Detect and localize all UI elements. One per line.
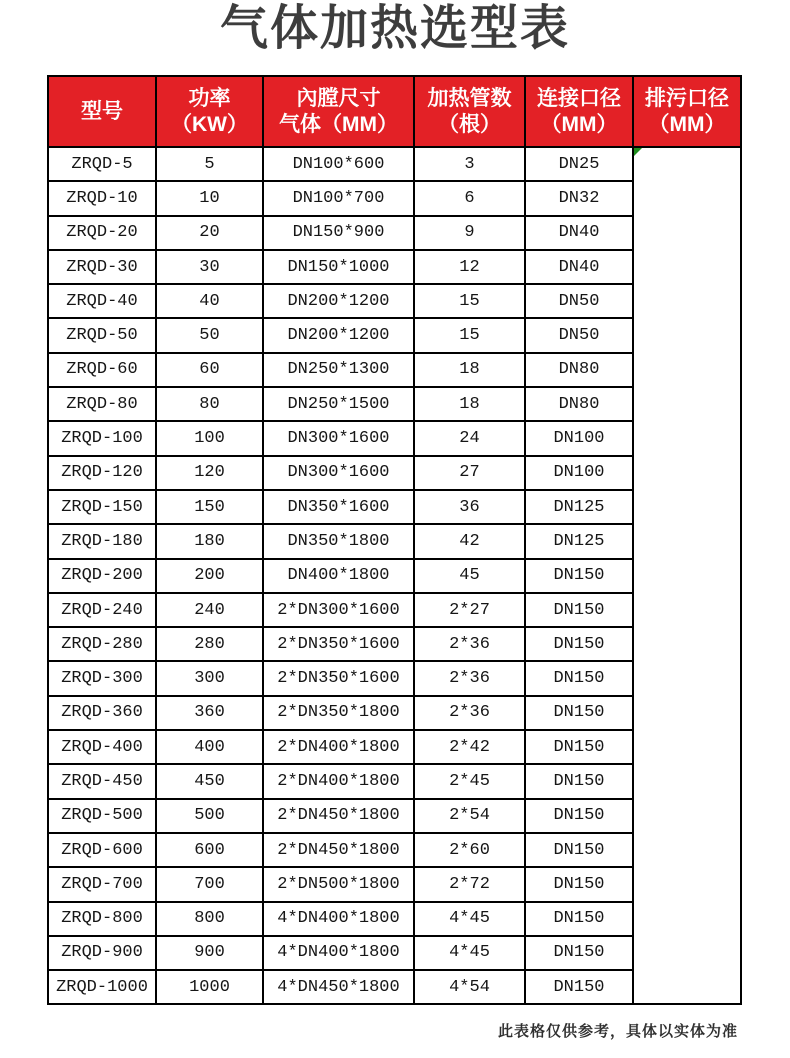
cell-model: ZRQD-180 bbox=[48, 524, 156, 558]
cell-tube-count: 18 bbox=[414, 387, 525, 421]
header-line: （KW） bbox=[171, 112, 248, 136]
col-header-tube-count bbox=[414, 76, 525, 147]
cell-model: ZRQD-240 bbox=[48, 593, 156, 627]
cell-connection-dia: DN150 bbox=[525, 593, 633, 627]
cell-power: 1000 bbox=[156, 970, 263, 1004]
cell-chamber-size: DN250*1500 bbox=[263, 387, 414, 421]
cell-chamber-size: DN300*1600 bbox=[263, 421, 414, 455]
cell-connection-dia: DN80 bbox=[525, 353, 633, 387]
cell-chamber-size: DN100*700 bbox=[263, 181, 414, 215]
table-row bbox=[48, 147, 741, 181]
cell-power: 120 bbox=[156, 456, 263, 490]
cell-power: 600 bbox=[156, 833, 263, 867]
cell-connection-dia: DN150 bbox=[525, 867, 633, 901]
cell-model: ZRQD-700 bbox=[48, 867, 156, 901]
cell-tube-count: 45 bbox=[414, 559, 525, 593]
cell-tube-count: 6 bbox=[414, 181, 525, 215]
cell-model: ZRQD-500 bbox=[48, 799, 156, 833]
cell-power: 400 bbox=[156, 730, 263, 764]
cell-model: ZRQD-800 bbox=[48, 902, 156, 936]
cell-model: ZRQD-600 bbox=[48, 833, 156, 867]
cell-power: 20 bbox=[156, 216, 263, 250]
spec-table bbox=[47, 75, 742, 1005]
cell-chamber-size: 4*DN450*1800 bbox=[263, 970, 414, 1004]
cell-tube-count: 18 bbox=[414, 353, 525, 387]
cell-model: ZRQD-120 bbox=[48, 456, 156, 490]
table-body bbox=[48, 147, 741, 1004]
cell-tube-count: 2*60 bbox=[414, 833, 525, 867]
cell-model: ZRQD-80 bbox=[48, 387, 156, 421]
header-line: 功率 bbox=[188, 86, 231, 110]
cell-power: 700 bbox=[156, 867, 263, 901]
cell-model: ZRQD-360 bbox=[48, 696, 156, 730]
cell-tube-count: 27 bbox=[414, 456, 525, 490]
cell-power: 180 bbox=[156, 524, 263, 558]
cell-connection-dia: DN150 bbox=[525, 902, 633, 936]
cell-connection-dia: DN150 bbox=[525, 970, 633, 1004]
cell-tube-count: 42 bbox=[414, 524, 525, 558]
header-line: 內膛尺寸 bbox=[296, 86, 381, 110]
cell-tube-count: 12 bbox=[414, 250, 525, 284]
cell-model: ZRQD-30 bbox=[48, 250, 156, 284]
col-header-chamber-size bbox=[263, 76, 414, 147]
cell-power: 50 bbox=[156, 318, 263, 352]
cell-tube-count: 4*45 bbox=[414, 936, 525, 970]
header-line: 气体（MM） bbox=[279, 112, 398, 136]
cell-connection-dia: DN125 bbox=[525, 524, 633, 558]
cell-chamber-size: DN350*1600 bbox=[263, 490, 414, 524]
cell-power: 30 bbox=[156, 250, 263, 284]
cell-model: ZRQD-900 bbox=[48, 936, 156, 970]
cell-power: 200 bbox=[156, 559, 263, 593]
cell-chamber-size: 4*DN400*1800 bbox=[263, 902, 414, 936]
cell-chamber-size: 2*DN450*1800 bbox=[263, 799, 414, 833]
cell-chamber-size: 2*DN450*1800 bbox=[263, 833, 414, 867]
cell-chamber-size: DN350*1800 bbox=[263, 524, 414, 558]
cell-chamber-size: 2*DN300*1600 bbox=[263, 593, 414, 627]
cell-power: 100 bbox=[156, 421, 263, 455]
header-line: 连接口径 bbox=[537, 86, 621, 110]
cell-connection-dia: DN150 bbox=[525, 799, 633, 833]
cell-tube-count: 15 bbox=[414, 284, 525, 318]
cell-power: 450 bbox=[156, 764, 263, 798]
cell-chamber-size: 2*DN500*1800 bbox=[263, 867, 414, 901]
header-line: （MM） bbox=[648, 112, 726, 136]
cell-model: ZRQD-300 bbox=[48, 661, 156, 695]
cell-tube-count: 36 bbox=[414, 490, 525, 524]
cell-power: 900 bbox=[156, 936, 263, 970]
cell-tube-count: 4*54 bbox=[414, 970, 525, 1004]
cell-connection-dia: DN125 bbox=[525, 490, 633, 524]
cell-chamber-size: 2*DN400*1800 bbox=[263, 730, 414, 764]
cell-connection-dia: DN25 bbox=[525, 147, 633, 181]
cell-tube-count: 2*72 bbox=[414, 867, 525, 901]
cell-chamber-size: DN300*1600 bbox=[263, 456, 414, 490]
cell-power: 40 bbox=[156, 284, 263, 318]
header-line: 加热管数 bbox=[427, 86, 512, 110]
cell-tube-count: 24 bbox=[414, 421, 525, 455]
cell-connection-dia: DN150 bbox=[525, 764, 633, 798]
header-line: （根） bbox=[438, 112, 501, 136]
cell-chamber-size: DN100*600 bbox=[263, 147, 414, 181]
cell-power: 300 bbox=[156, 661, 263, 695]
cell-connection-dia: DN32 bbox=[525, 181, 633, 215]
cell-model: ZRQD-200 bbox=[48, 559, 156, 593]
cell-power: 360 bbox=[156, 696, 263, 730]
cell-chamber-size: 2*DN350*1600 bbox=[263, 627, 414, 661]
cell-connection-dia: DN40 bbox=[525, 216, 633, 250]
cell-power: 5 bbox=[156, 147, 263, 181]
cell-model: ZRQD-40 bbox=[48, 284, 156, 318]
cell-model: ZRQD-20 bbox=[48, 216, 156, 250]
cell-model: ZRQD-100 bbox=[48, 421, 156, 455]
header-line: （MM） bbox=[540, 112, 618, 136]
cell-chamber-size: DN200*1200 bbox=[263, 318, 414, 352]
header-line: 排污口径 bbox=[645, 86, 729, 110]
table-header bbox=[48, 76, 741, 147]
cell-tube-count: 2*42 bbox=[414, 730, 525, 764]
cell-connection-dia: DN150 bbox=[525, 833, 633, 867]
cell-chamber-size: DN250*1300 bbox=[263, 353, 414, 387]
cell-model: ZRQD-150 bbox=[48, 490, 156, 524]
cell-model: ZRQD-400 bbox=[48, 730, 156, 764]
page-title: 气体加热选型表 bbox=[219, 2, 570, 55]
cell-power: 280 bbox=[156, 627, 263, 661]
cell-tube-count: 3 bbox=[414, 147, 525, 181]
cell-model: ZRQD-10 bbox=[48, 181, 156, 215]
header-row bbox=[48, 76, 741, 147]
cell-connection-dia: DN150 bbox=[525, 936, 633, 970]
cell-connection-dia: DN80 bbox=[525, 387, 633, 421]
col-header-connection-dia bbox=[525, 76, 633, 147]
cell-model: ZRQD-280 bbox=[48, 627, 156, 661]
cell-model: ZRQD-5 bbox=[48, 147, 156, 181]
cell-tube-count: 15 bbox=[414, 318, 525, 352]
cell-connection-dia: DN50 bbox=[525, 284, 633, 318]
cell-chamber-size: 2*DN350*1800 bbox=[263, 696, 414, 730]
cell-connection-dia: DN150 bbox=[525, 627, 633, 661]
cell-power: 800 bbox=[156, 902, 263, 936]
cell-chamber-size: DN200*1200 bbox=[263, 284, 414, 318]
cell-model: ZRQD-450 bbox=[48, 764, 156, 798]
cell-tube-count: 2*27 bbox=[414, 593, 525, 627]
cell-tube-count: 2*45 bbox=[414, 764, 525, 798]
cell-corner-marker-icon bbox=[634, 148, 642, 156]
cell-power: 150 bbox=[156, 490, 263, 524]
cell-tube-count: 2*36 bbox=[414, 661, 525, 695]
cell-power: 240 bbox=[156, 593, 263, 627]
cell-tube-count: 4*45 bbox=[414, 902, 525, 936]
col-header-power bbox=[156, 76, 263, 147]
cell-model: ZRQD-60 bbox=[48, 353, 156, 387]
header-line: 型号 bbox=[81, 99, 123, 123]
cell-chamber-size: DN400*1800 bbox=[263, 559, 414, 593]
cell-connection-dia: DN150 bbox=[525, 696, 633, 730]
cell-power: 500 bbox=[156, 799, 263, 833]
cell-tube-count: 9 bbox=[414, 216, 525, 250]
cell-model: ZRQD-50 bbox=[48, 318, 156, 352]
cell-connection-dia: DN100 bbox=[525, 421, 633, 455]
cell-connection-dia: DN150 bbox=[525, 661, 633, 695]
cell-chamber-size: 2*DN350*1600 bbox=[263, 661, 414, 695]
cell-connection-dia: DN40 bbox=[525, 250, 633, 284]
cell-power: 10 bbox=[156, 181, 263, 215]
cell-connection-dia: DN150 bbox=[525, 559, 633, 593]
footer-note: 此表格仅供参考，具体以实体为准 bbox=[497, 1023, 738, 1040]
col-header-drain-dia bbox=[633, 76, 741, 147]
cell-chamber-size: 2*DN400*1800 bbox=[263, 764, 414, 798]
cell-connection-dia: DN150 bbox=[525, 730, 633, 764]
cell-connection-dia: DN50 bbox=[525, 318, 633, 352]
drain-dia-merged-cell bbox=[633, 147, 741, 1004]
cell-chamber-size: DN150*900 bbox=[263, 216, 414, 250]
cell-chamber-size: DN150*1000 bbox=[263, 250, 414, 284]
cell-tube-count: 2*36 bbox=[414, 627, 525, 661]
col-header-model bbox=[48, 76, 156, 147]
cell-power: 80 bbox=[156, 387, 263, 421]
cell-power: 60 bbox=[156, 353, 263, 387]
cell-model: ZRQD-1000 bbox=[48, 970, 156, 1004]
cell-connection-dia: DN100 bbox=[525, 456, 633, 490]
cell-tube-count: 2*36 bbox=[414, 696, 525, 730]
cell-chamber-size: 4*DN400*1800 bbox=[263, 936, 414, 970]
cell-tube-count: 2*54 bbox=[414, 799, 525, 833]
